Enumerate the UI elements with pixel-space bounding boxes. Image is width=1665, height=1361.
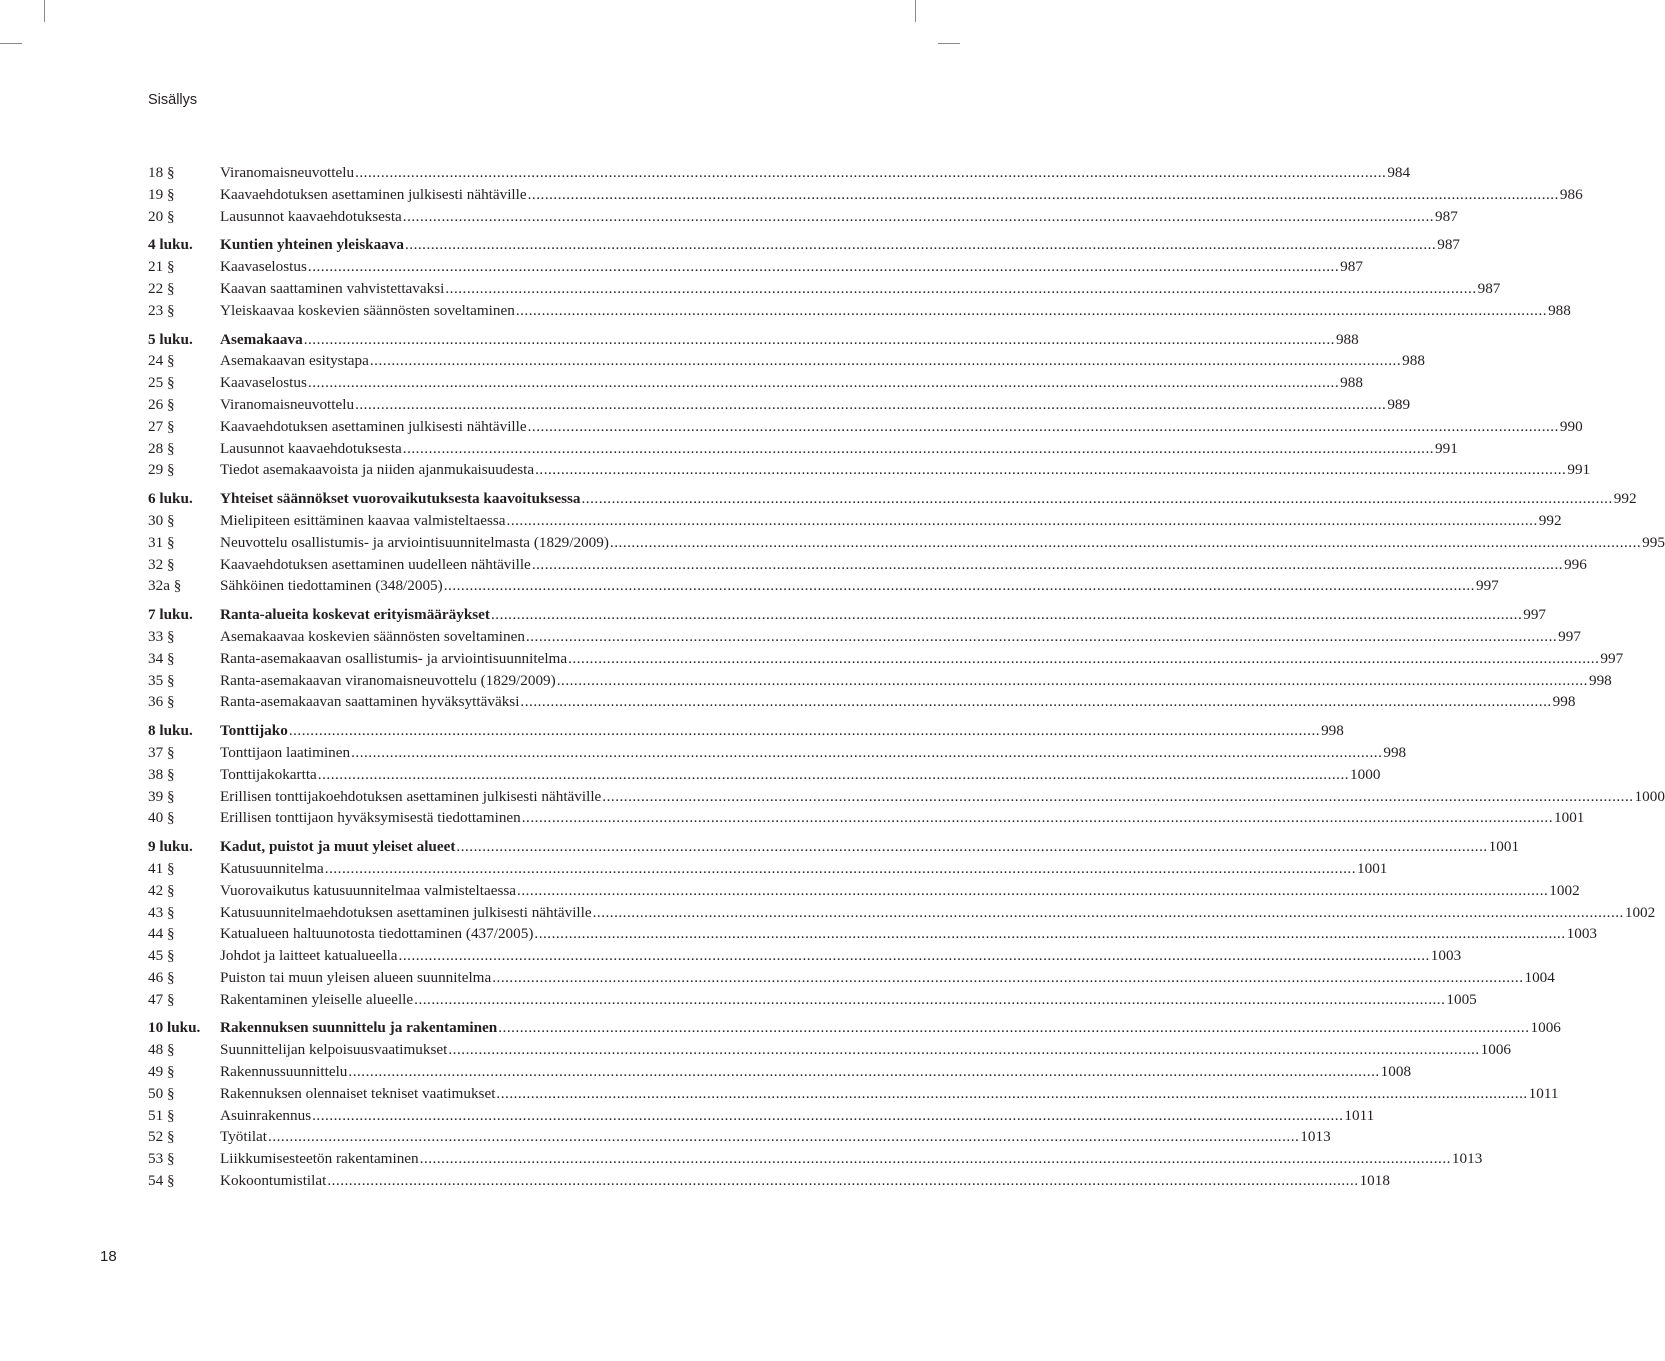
toc-dot-leader [610,532,1641,554]
toc-entry-title: Asemakaavan esitystapa [220,352,369,370]
toc-entry-number: 43 § [148,903,175,921]
toc-section-row [148,742,1407,764]
toc-entry-number: 38 § [148,765,175,783]
toc-dot-leader [420,1148,1451,1170]
toc-entry-number: 28 § [148,439,175,457]
toc-section-row [148,1148,1483,1170]
toc-entry-number: 39 § [148,787,175,805]
toc-entry-number: 19 § [148,185,175,203]
toc-section-row [148,350,1425,372]
toc-entry-title: Vuorovaikutus katusuunnitelmaa valmisteltaessa [220,881,517,899]
toc-entry-number: 9 luku. [148,838,193,856]
toc-entry-title: Ranta-asemakaavan osallistumis- ja arviointisuunnitelma [220,649,568,667]
toc-chapter-row [148,604,1547,626]
toc-section-row [148,648,1624,670]
toc-section-row [148,670,1612,692]
toc-section-row [148,575,1499,597]
toc-entry-title: Viranomaisneuvottelu [220,164,355,181]
toc-entry-title: Liikkumisesteetön rakentaminen [220,1150,419,1168]
toc-entry-number: 46 § [148,968,175,986]
toc-section-row [148,162,1411,184]
toc-entry-page: 987 [1340,258,1363,276]
toc-entry-page: 997 [1523,606,1547,624]
toc-section-row [148,807,1585,829]
toc-entry-number: 50 § [148,1084,175,1102]
toc-chapter-row [148,488,1637,510]
toc-entry-page: 1003 [1430,947,1462,965]
toc-dot-leader [456,836,1487,858]
toc-entry-number: 37 § [148,743,175,761]
toc-entry-page: 1018 [1359,1172,1390,1190]
toc-entry-title: Suunnittelijan kelpoisuusvaatimukset [220,1041,448,1059]
toc-section-row [148,764,1381,786]
toc-entry-page: 996 [1564,555,1587,573]
toc-entry-page: 988 [1335,330,1359,348]
toc-entry-number: 22 § [148,279,175,297]
toc-entry-page: 1000 [1634,787,1665,805]
toc-dot-leader [532,554,1563,576]
toc-section-row [148,1083,1559,1105]
toc-entry-title: Asemakaava [220,330,303,348]
toc-entry-page: 986 [1559,185,1583,203]
toc-entry-title: Kadut, puistot ja muut yleiset alueet [220,838,456,856]
crop-mark [915,0,916,22]
toc-section-row [148,902,1656,924]
toc-entry-page: 1013 [1300,1128,1331,1146]
toc-dot-leader [318,764,1349,786]
toc-dot-leader [289,720,1320,742]
toc-entry-title: Ranta-asemakaavan viranomaisneuvottelu (1829/2009) [220,671,556,689]
toc-entry-title: Neuvottelu osallistumis- ja arviointisuunnitelmasta (1829/2009) [220,533,609,551]
toc-entry-page: 1002 [1624,903,1656,921]
toc-entry-title: Lausunnot kaavaehdotuksesta [220,439,402,457]
toc-dot-leader [557,670,1588,692]
toc-entry-number: 42 § [148,881,175,899]
toc-entry-title: Rakennussuunnittelu [220,1063,348,1081]
toc-entry-number: 29 § [148,461,175,479]
toc-dot-leader [444,575,1475,597]
toc-entry-page: 997 [1558,627,1581,645]
toc-entry-title: Sähköinen tiedottaminen (348/2005) [220,577,443,595]
toc-entry-title: Erillisen tonttijaon hyväksymisestä tiedottaminen [220,809,521,827]
toc-entry-page: 991 [1567,461,1591,479]
toc-entry-page: 988 [1340,374,1363,392]
toc-entry-number: 45 § [148,947,175,965]
toc-section-row [148,967,1555,989]
toc-entry-title: Mielipiteen esittäminen kaavaa valmisteltaessa [220,511,506,529]
toc-entry-title: Kokoontumistilat [220,1172,327,1190]
toc-entry-page: 997 [1600,649,1624,667]
toc-entry-number: 5 luku. [148,330,193,348]
toc-section-row [148,858,1388,880]
toc-entry-title: Tonttijako [220,722,288,740]
toc-entry-number: 8 luku. [148,722,193,740]
toc-entry-page: 990 [1559,417,1583,435]
toc-section-row [148,416,1583,438]
toc-dot-leader [582,488,1613,510]
toc-entry-page: 992 [1538,511,1562,529]
toc-chapter-row [148,1017,1561,1039]
toc-entry-page: 995 [1642,533,1665,551]
toc-dot-leader [498,1017,1529,1039]
toc-dot-leader [304,329,1335,351]
toc-section-row [148,1170,1390,1192]
toc-section-row [148,394,1411,416]
toc-entry-page: 998 [1588,671,1612,689]
toc-section-row [148,626,1581,648]
toc-dot-leader [534,923,1565,945]
toc-section-row [148,554,1587,576]
toc-entry-title: Kuntien yhteinen yleiskaava [220,236,404,254]
toc-entry-title: Kaavaselostus [220,374,307,392]
toc-entry-number: 6 luku. [148,490,193,508]
toc-section-row [148,1061,1412,1083]
toc-dot-leader [405,234,1436,256]
toc-entry-page: 1001 [1357,859,1388,877]
toc-entry-title: Tiedot asemakaavoista ja niiden ajanmukaisuudesta [220,461,535,479]
toc-entry-page: 1004 [1524,968,1555,986]
toc-entry-page: 992 [1613,490,1637,508]
toc-entry-page: 997 [1475,577,1499,595]
toc-entry-page: 984 [1387,164,1411,181]
toc-entry-title: Yhteiset säännökset vuorovaikutuksesta kaavoituksessa [220,490,581,508]
toc-dot-leader [355,162,1386,184]
toc-entry-title: Ranta-alueita koskevat erityismääräykset [220,606,490,624]
toc-entry-page: 1001 [1554,809,1585,827]
toc-dot-leader [308,372,1339,394]
toc-section-row [148,459,1591,481]
toc-entry-number: 10 luku. [148,1019,201,1037]
toc-section-row [148,278,1501,300]
toc-entry-number: 52 § [148,1128,175,1146]
toc-dot-leader [403,438,1434,460]
toc-dot-leader [602,786,1633,808]
toc-entry-number: 54 § [148,1172,175,1190]
toc-entry-title: Yleiskaavaa koskevien säännösten soveltaminen [220,301,515,319]
toc-entry-page: 1011 [1528,1084,1559,1102]
toc-section-row [148,256,1363,278]
toc-entry-number: 23 § [148,301,175,319]
toc-dot-leader [268,1126,1299,1148]
toc-dot-leader [528,184,1559,206]
toc-entry-number: 36 § [148,693,175,711]
toc-dot-leader [327,1170,1358,1192]
toc-dot-leader [351,742,1382,764]
toc-entry-number: 35 § [148,671,175,689]
toc-section-row [148,880,1580,902]
toc-entry-page: 1006 [1530,1019,1561,1037]
toc-entry-number: 32a § [148,577,182,595]
toc-entry-title: Katusuunnitelmaehdotuksen asettaminen julkisesti nähtäville [220,903,592,921]
toc-entry-title: Rakentaminen yleiselle alueelle [220,990,414,1008]
toc-entry-number: 25 § [148,374,175,392]
toc-section-row [148,786,1665,808]
toc-dot-leader [492,967,1523,989]
toc-chapter-row [148,836,1520,858]
toc-dot-leader [491,604,1522,626]
crop-mark [0,43,22,44]
toc-entry-title: Rakennuksen suunnittelu ja rakentaminen [220,1019,498,1037]
toc-entry-page: 989 [1387,395,1411,413]
toc-section-row [148,206,1458,228]
toc-chapter-row [148,329,1359,351]
toc-dot-leader [517,880,1548,902]
toc-dot-leader [445,278,1476,300]
toc-entry-page: 1003 [1566,925,1598,943]
toc-dot-leader [308,256,1339,278]
toc-entry-title: Työtilat [220,1128,268,1146]
toc-dot-leader [325,858,1356,880]
toc-entry-number: 20 § [148,207,175,225]
page-header: Sisällys [148,92,198,108]
toc-entry-number: 53 § [148,1150,175,1168]
toc-entry-page: 1006 [1480,1041,1511,1059]
toc-chapter-row [148,234,1460,256]
crop-mark [938,43,960,44]
toc-section-row [148,989,1477,1011]
toc-dot-leader [526,626,1557,648]
toc-entry-number: 41 § [148,859,175,877]
toc-entry-number: 48 § [148,1041,175,1059]
toc-entry-page: 1008 [1380,1063,1412,1081]
toc-section-row [148,438,1458,460]
toc-dot-leader [355,394,1386,416]
toc-entry-number: 51 § [148,1106,175,1124]
toc-dot-leader [593,902,1624,924]
toc-entry-title: Kaavan saattaminen vahvistettavaksi [220,279,445,297]
toc-entry-page: 988 [1402,352,1425,370]
toc-entry-number: 44 § [148,925,175,943]
toc-section-row [148,372,1363,394]
toc-entry-number: 24 § [148,352,175,370]
toc-entry-page: 998 [1552,693,1576,711]
toc-entry-title: Kaavaehdotuksen asettaminen julkisesti nähtäville [220,185,527,203]
toc-dot-leader [312,1105,1343,1127]
toc-dot-leader [403,206,1434,228]
toc-entry-number: 49 § [148,1063,175,1081]
toc-entry-page: 1001 [1488,838,1520,856]
toc-entry-title: Viranomaisneuvottelu [220,395,355,413]
toc-entry-title: Tonttijaon laatiminen [220,743,351,761]
toc-dot-leader [448,1039,1479,1061]
toc-entry-number: 27 § [148,417,175,435]
toc-entry-title: Rakennuksen olennaiset tekniset vaatimukset [220,1084,496,1102]
toc-section-row [148,1105,1375,1127]
crop-mark [44,0,45,22]
toc-entry-number: 34 § [148,649,175,667]
toc-entry-number: 21 § [148,258,175,276]
toc-entry-page: 998 [1383,743,1407,761]
toc-entry-title: Puiston tai muun yleisen alueen suunnitelma [220,968,492,986]
toc-dot-leader [535,459,1566,481]
toc-dot-leader [516,300,1547,322]
toc-dot-leader [348,1061,1379,1083]
toc-entry-number: 33 § [148,627,175,645]
toc-dot-leader [399,945,1430,967]
toc-entry-title: Tonttijakokartta [220,765,317,783]
toc-entry-title: Ranta-asemakaavan saattaminen hyväksyttäväksi [220,693,520,711]
toc-entry-page: 1013 [1451,1150,1483,1168]
toc-entry-page: 988 [1548,301,1571,319]
toc-entry-number: 18 § [148,164,175,181]
toc-section-row [148,300,1571,322]
toc-section-row [148,1126,1331,1148]
toc-entry-page: 987 [1435,207,1458,225]
toc-entry-number: 30 § [148,511,175,529]
toc-dot-leader [522,807,1553,829]
toc-entry-number: 40 § [148,809,175,827]
toc-dot-leader [414,989,1445,1011]
toc-entry-page: 998 [1321,722,1344,740]
toc-dot-leader [496,1083,1527,1105]
toc-section-row [148,923,1598,945]
page-number: 18 [100,1248,117,1265]
toc-dot-leader [507,510,1538,532]
toc-entry-number: 32 § [148,555,175,573]
toc-entry-title: Johdot ja laitteet katualueella [220,947,398,965]
toc-dot-leader [520,691,1551,713]
toc-entry-title: Asemakaavaa koskevien säännösten soveltaminen [220,627,525,645]
toc-entry-title: Katualueen haltuunotosta tiedottaminen (437/2005) [220,925,534,943]
toc-entry-title: Kaavaehdotuksen asettaminen julkisesti nähtäville [220,417,527,435]
toc-entry-title: Katusuunnitelma [220,859,324,877]
toc-entry-title: Asuinrakennus [220,1106,312,1124]
toc-entry-page: 987 [1477,279,1501,297]
toc-entry-number: 31 § [148,533,175,551]
toc-entry-title: Kaavaselostus [220,258,307,276]
toc-section-row [148,691,1576,713]
toc-section-row [148,184,1583,206]
toc-entry-number: 4 luku. [148,236,193,254]
toc-entry-title: Erillisen tonttijakoehdotuksen asettaminen julkisesti nähtäville [220,787,602,805]
toc-dot-leader [568,648,1599,670]
toc-entry-page: 1000 [1350,765,1381,783]
toc-section-row [148,1039,1511,1061]
toc-entry-number: 47 § [148,990,175,1008]
toc-entry-page: 1005 [1446,990,1477,1008]
toc-dot-leader [528,416,1559,438]
toc-chapter-row [148,720,1344,742]
toc-entry-page: 991 [1435,439,1458,457]
table-of-contents [148,162,1665,1192]
toc-entry-number: 26 § [148,395,175,413]
toc-section-row [148,510,1562,532]
toc-dot-leader [370,350,1401,372]
toc-entry-title: Lausunnot kaavaehdotuksesta [220,207,402,225]
toc-entry-page: 987 [1437,236,1460,254]
toc-entry-number: 7 luku. [148,606,193,624]
toc-section-row [148,945,1462,967]
toc-section-row [148,532,1665,554]
toc-entry-page: 1002 [1549,881,1580,899]
toc-entry-title: Kaavaehdotuksen asettaminen uudelleen nähtäville [220,555,531,573]
toc-entry-page: 1011 [1344,1106,1375,1124]
